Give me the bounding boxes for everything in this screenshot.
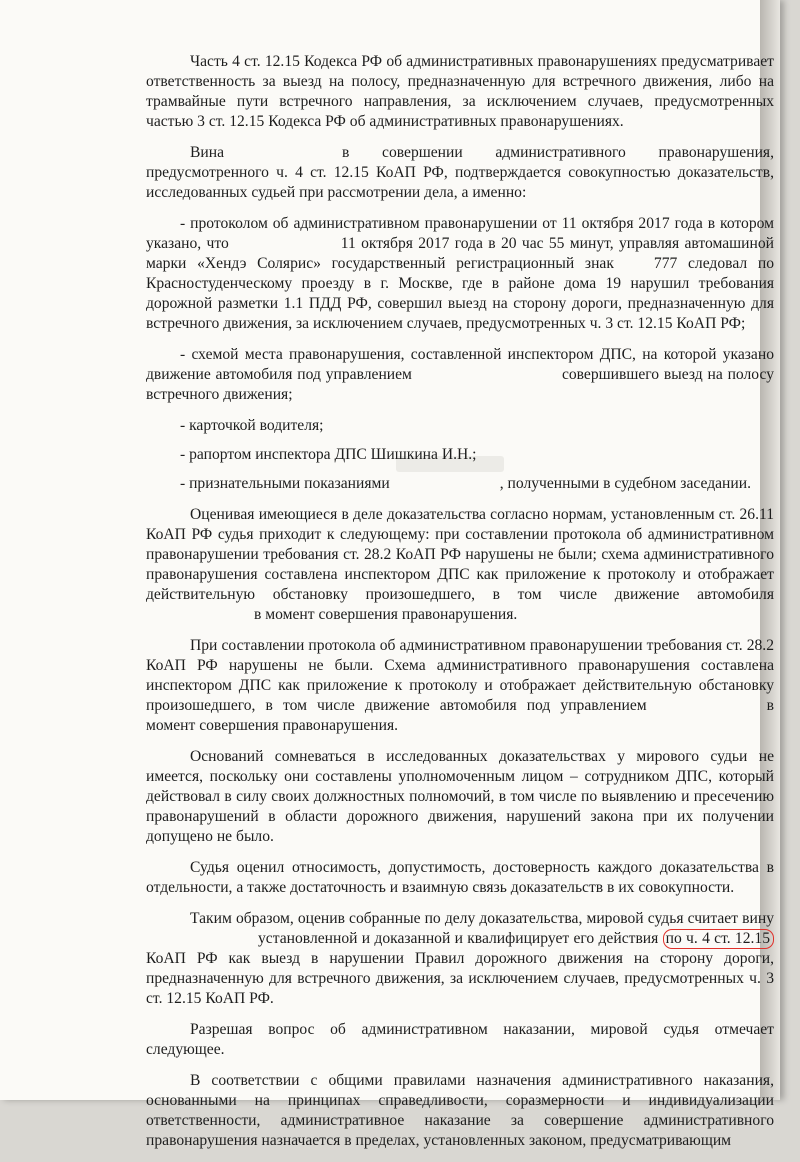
paragraph-text: установленной и доказанной и квалифицирует его действия <box>258 930 659 947</box>
paragraph-text: , полученными в судебном заседании. <box>499 475 751 492</box>
paragraph-text: совершившего выезд на полосу встречного движения; <box>146 366 774 403</box>
paragraph-article-description <box>146 52 774 132</box>
evidence-item-protocol <box>146 214 774 334</box>
paragraph-text: - протоколом об административном правонарушении от 11 октября 2017 года в котором указано, что <box>146 215 774 252</box>
circled-article-reference: по ч. 4 ст. 12.15 <box>663 929 774 949</box>
paragraph-text: - признательными показаниями <box>180 475 390 492</box>
paragraph-text: Разрешая вопрос об административном наказании, мировой судья отмечает следующее. <box>146 1021 774 1058</box>
document-body <box>146 52 774 1162</box>
plate-region: 777 <box>653 255 678 272</box>
paragraph-text: Оснований сомневаться в исследованных доказательствах у мирового судьи не имеется, поскольку они составлены уполномоченным лицом – сотрудником ДПС, который действовал в силу своих должностных полномочий, в том числе по выявлению и пресечению правонарушений в области дорожного движения, нарушений закона при их получении допущено не было. <box>146 748 774 845</box>
paragraph-no-doubt <box>146 747 774 847</box>
evidence-item-testimony <box>146 474 774 494</box>
paragraph-text: Часть 4 ст. 12.15 Кодекса РФ об административных правонарушениях предусматривает ответственность за выезд на полосу, предназначенную для встречного движения, либо на трамвайные пути встречного направления, за исключением случаев, предусмотренных частью 3 ст. 12.15 Кодекса РФ об административных правонарушениях. <box>146 53 774 130</box>
evidence-item-card <box>146 416 774 436</box>
paragraph-guilt <box>146 143 774 203</box>
evidence-item-report <box>146 445 774 465</box>
paragraph-text: в момент совершения правонарушения. <box>146 697 774 734</box>
paragraph-text: - схемой места правонарушения, составленной инспектором ДПС, на которой указано движение автомобиля под управлением <box>146 346 774 383</box>
paragraph-text: 11 октября 2017 года в 20 час 55 минут, управляя автомашиной марки «Хендэ Солярис» государственный регистрационный знак <box>146 235 774 272</box>
paragraph-text: Таким образом, оценив собранные по делу доказательства, мировой судья считает вину <box>190 910 774 927</box>
paragraph-text: Оценивая имеющиеся в деле доказательства согласно нормам, установленным ст. 26.11 КоАП РФ судья приходит к следующему: при составлении протокола об административном правонарушении требования ст. 28.2 КоАП РФ нарушены не были; схема административного правонарушения составлена инспектором ДПС как приложение к протоколу и отображает действительную обстановку произошедшего, в том числе движение автомобиля <box>146 506 774 603</box>
evidence-item-scheme <box>146 345 774 405</box>
paragraph-text: КоАП РФ как выезд в нарушении Правил дорожного движения на сторону дороги, предназначенную для встречного движения, за исключением случаев, предусмотренных ч. 3 ст. 12.15 КоАП РФ. <box>146 950 774 1007</box>
paragraph-text: в совершении административного правонарушения, предусмотренного ч. 4 ст. 12.15 КоАП РФ, подтверждается совокупностью доказательств, исследованных судьей при рассмотрении дела, а именно: <box>146 144 774 201</box>
paragraph-text: При составлении протокола об административном правонарушении требования ст. 28.2 КоАП РФ нарушены не были. Схема административного правонарушения составлена инспектором ДПС как приложение к протоколу и отображает действительную обстановку произошедшего, в том числе движение автомобиля под управлением <box>146 637 774 714</box>
paragraph-text: Вина <box>190 144 225 161</box>
paragraph-protocol-compliance <box>146 636 774 736</box>
paragraph-text: следовал по Красностуденческому проезду в г. Москве, где в районе дома 19 нарушил требования дорожной разметки 1.1 ПДД РФ, совершил выезд на сторону дороги, предназначенную для встречного движения, за исключением случаев, предусмотренных ч. 3 ст. 12.15 КоАП РФ; <box>146 255 774 332</box>
paragraph-qualification <box>146 909 774 1009</box>
paragraph-text: Судья оценил относимость, допустимость, достоверность каждого доказательства в отдельности, а также достаточность и взаимную связь доказательств в их совокупности. <box>146 859 774 896</box>
paragraph-text: в момент совершения правонарушения. <box>254 606 518 623</box>
paragraph-text: - карточкой водителя; <box>180 417 324 434</box>
paragraph-evaluation <box>146 505 774 625</box>
paragraph-text: - рапортом инспектора ДПС Шишкина И.Н.; <box>180 446 477 463</box>
paragraph-general-rules <box>146 1071 774 1151</box>
paragraph-penalty-intro <box>146 1020 774 1060</box>
paragraph-assessment <box>146 858 774 898</box>
paragraph-text: В соответствии с общими правилами назначения административного наказания, основанными на принципах справедливости, соразмерности и индивидуализации ответственности, административное наказание за совершение административного правонарушения назначается в пределах, установленных законом, предусматривающим <box>146 1072 774 1149</box>
